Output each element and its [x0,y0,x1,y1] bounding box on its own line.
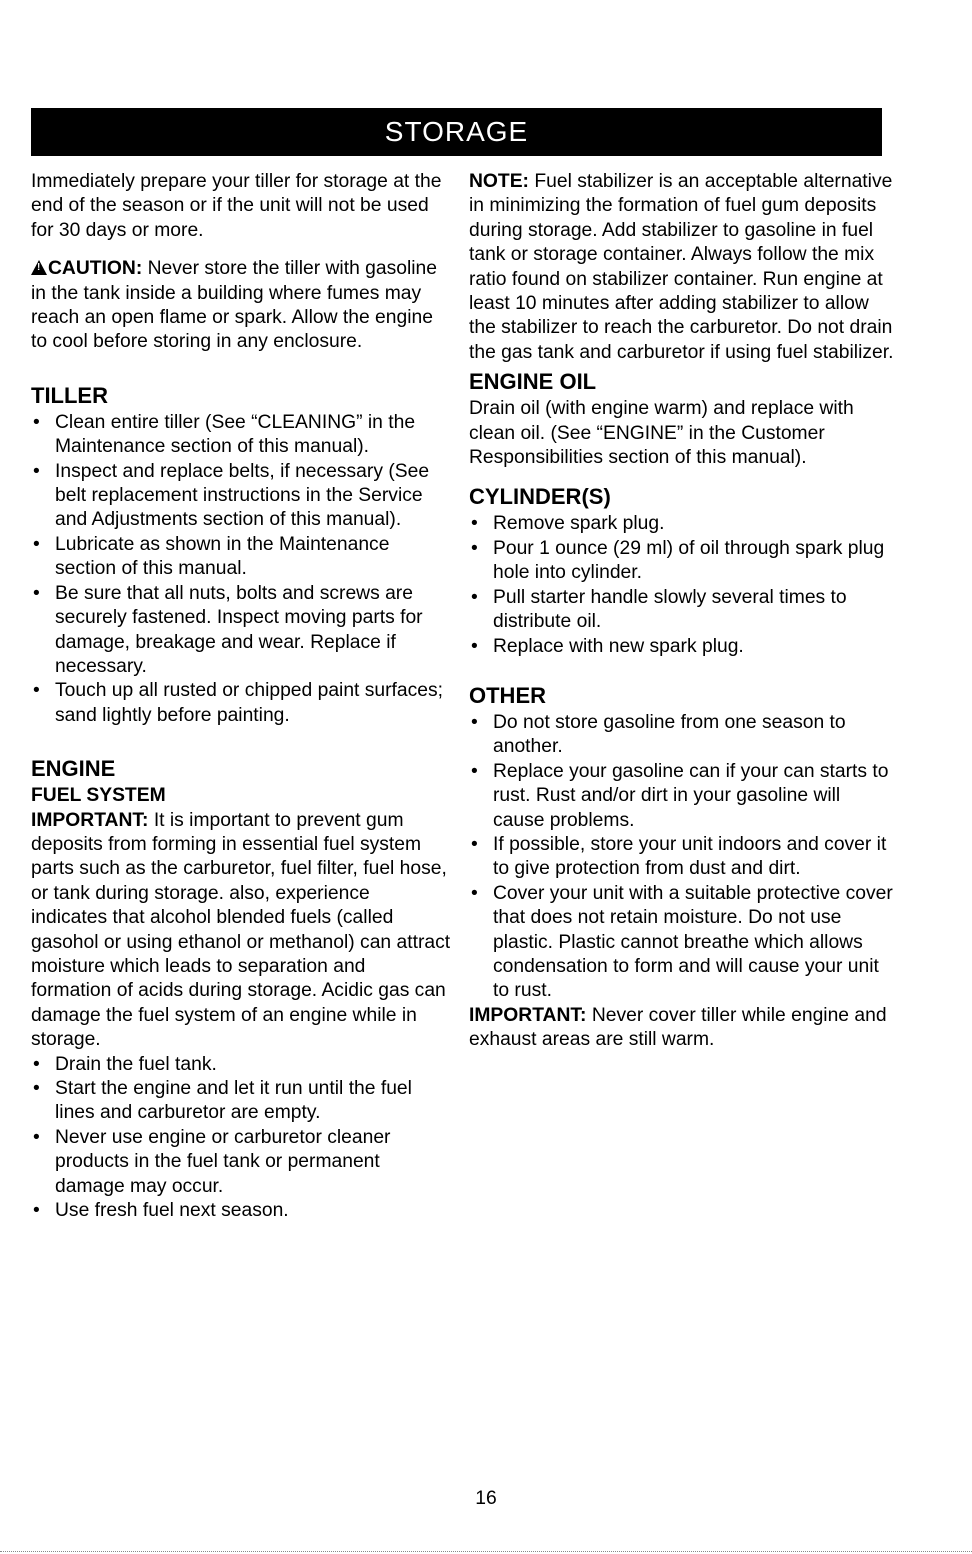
engine-oil-paragraph: Drain oil (with engine warm) and replace with clean oil. (See “ENGINE” in the Customer Responsibilities section of this manual). [469,398,854,469]
left-column [31,170,451,1223]
list-item: • Cover your unit with a suitable protective cover that does not retain moisture. Do not use plastic. Plastic cannot breathe which allows condensation to form and will cause your unit to rust. [469,882,894,1004]
cylinder-heading: CYLINDER(S) [469,484,611,510]
list-item: • Start the engine and let it run until the fuel lines and carburetor are empty. [31,1077,451,1126]
list-item: • Do not store gasoline from one season to another. [469,711,894,760]
right-column [469,170,894,1053]
list-item: • Clean entire tiller (See “CLEANING” in the Maintenance section of this manual). [31,411,451,460]
list-item: • Pull starter handle slowly several times to distribute oil. [469,586,894,635]
list-item: • Lubricate as shown in the Maintenance section of this manual. [31,533,451,582]
other-list [469,711,894,1004]
note-text: Fuel stabilizer is an acceptable alternative in minimizing the formation of fuel gum deposits during storage. Add stabilizer to gasoline in fuel tank or storage container. Always follow the mix ratio found on stabilizer container. Run engine at least 10 minutes after adding stabilizer to allow the stabilizer to reach the carburetor. Do not drain the gas tank and carburetor if using fuel stabilizer. [469,171,894,363]
important-text-2: Never cover tiller while engine and exhaust areas are still warm. [469,1004,887,1051]
tiller-heading: TILLER [31,382,108,408]
engine-oil-heading: ENGINE OIL [469,369,597,395]
list-item: • Never use engine or carburetor cleaner products in the fuel tank or permanent damage may occur. [31,1126,451,1199]
list-item: • Replace your gasoline can if your can starts to rust. Rust and/or dirt in your gasoline will cause problems. [469,760,894,833]
important-label-2: IMPORTANT: [469,1004,587,1026]
list-item: • Replace with new spark plug. [469,635,894,659]
list-item: • If possible, store your unit indoors and cover it to give protection from dust and dirt. [469,833,894,882]
list-item: • Be sure that all nuts, bolts and screws are securely fastened. Inspect moving parts for damage, breakage and wear. Replace if necessary. [31,582,451,680]
important-text: It is important to prevent gum deposits from forming in essential fuel system parts such as the carburetor, fuel filter, fuel hose, or tank during storage. also, experience indicates that alcohol blended fuels (called gasohol or using ethanol or methanol) can attract moisture which leads to separation and formation of acids during storage. Acidic gas can damage the fuel system of an engine while in storage. [31,809,451,1051]
caution-text: Never store the tiller with gasoline in the tank inside a building where fumes may reach an open flame or spark. Allow the engine to cool before storing in any enclosure. [31,258,437,353]
note-paragraph [469,170,894,365]
page-title: STORAGE [31,108,882,156]
important-label: IMPORTANT: [31,809,149,831]
bottom-rule [0,1551,972,1553]
list-item: • Touch up all rusted or chipped paint surfaces; sand lightly before painting. [31,679,451,728]
page-number: 16 [475,1488,497,1509]
list-item: • Remove spark plug. [469,512,894,536]
list-item: • Pour 1 ounce (29 ml) of oil through spark plug hole into cylinder. [469,537,894,586]
important-paragraph-2 [469,1004,894,1053]
note-label: NOTE: [469,171,529,192]
other-heading: OTHER [469,682,546,708]
fuel-system-heading: FUEL SYSTEM [31,785,166,807]
warning-triangle-icon [31,260,47,275]
intro-paragraph: Immediately prepare your tiller for storage at the end of the season or if the unit will not be used for 30 days or more. [31,171,442,241]
list-item: • Drain the fuel tank. [31,1053,451,1077]
fuel-list [31,1053,451,1224]
caution-paragraph [31,257,451,355]
tiller-list [31,411,451,728]
list-item: • Use fresh fuel next season. [31,1199,451,1223]
engine-heading: ENGINE [31,756,116,782]
important-paragraph [31,809,451,1053]
cylinder-list [469,512,894,658]
caution-label: CAUTION: [48,258,143,280]
list-item: • Inspect and replace belts, if necessary (See belt replacement instructions in the Service and Adjustments section of this manual). [31,460,451,533]
